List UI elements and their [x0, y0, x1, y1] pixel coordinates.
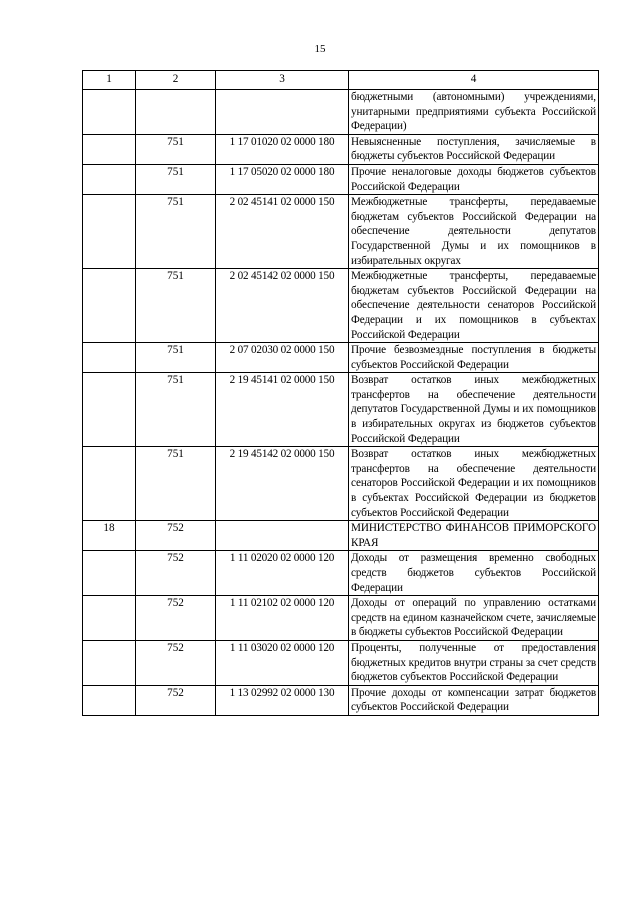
- row-number-cell: [83, 373, 136, 447]
- table-row: [83, 195, 599, 269]
- column-header-4: 4: [349, 71, 599, 90]
- row-number-cell: [83, 551, 136, 596]
- budget-classification-code-cell: 1 13 02992 02 0000 130: [216, 685, 349, 715]
- administrator-code-cell: 751: [136, 195, 216, 269]
- table-row: [83, 447, 599, 521]
- table-row: [83, 373, 599, 447]
- administrator-code-cell: 752: [136, 551, 216, 596]
- row-number-cell: [83, 134, 136, 164]
- revenue-description-cell: Прочие доходы от компенсации затрат бюджетов субъектов Российской Федерации: [349, 685, 599, 715]
- budget-classification-code-cell: 2 07 02030 02 0000 150: [216, 343, 349, 373]
- budget-classification-code-cell: 1 11 02020 02 0000 120: [216, 551, 349, 596]
- row-number-cell: [83, 596, 136, 641]
- table-row: [83, 640, 599, 685]
- table-header-row: [83, 71, 599, 90]
- table-row: [83, 90, 599, 135]
- row-number-cell: [83, 447, 136, 521]
- table-row: [83, 685, 599, 715]
- revenue-description-cell: Прочие безвозмездные поступления в бюджеты субъектов Российской Федерации: [349, 343, 599, 373]
- budget-classification-code-cell: 1 11 03020 02 0000 120: [216, 640, 349, 685]
- budget-classification-code-cell: 2 02 45141 02 0000 150: [216, 195, 349, 269]
- budget-classification-code-cell: 1 17 05020 02 0000 180: [216, 164, 349, 194]
- revenue-description-cell: Доходы от операций по управлению остатками средств на едином казначейском счете, зачисляемые в бюджеты субъектов Российской Федерации: [349, 596, 599, 641]
- table-row: [83, 343, 599, 373]
- administrator-code-cell: 752: [136, 685, 216, 715]
- administrator-code-cell: 751: [136, 343, 216, 373]
- revenue-description-cell: Прочие неналоговые доходы бюджетов субъектов Российской Федерации: [349, 164, 599, 194]
- table-row: [83, 596, 599, 641]
- table-row: [83, 551, 599, 596]
- budget-classification-code-cell: 1 11 02102 02 0000 120: [216, 596, 349, 641]
- row-number-cell: [83, 343, 136, 373]
- budget-classification-code-cell: [216, 521, 349, 551]
- row-number-cell: [83, 90, 136, 135]
- revenue-description-cell: Межбюджетные трансферты, передаваемые бюджетам субъектов Российской Федерации на обеспечение деятельности депутатов Государственной Думы и их помощников в избирательных округах: [349, 195, 599, 269]
- administrator-code-cell: 752: [136, 521, 216, 551]
- administrator-code-cell: 752: [136, 596, 216, 641]
- budget-classification-code-cell: 2 19 45141 02 0000 150: [216, 373, 349, 447]
- revenue-description-cell: Доходы от размещения временно свободных средств бюджетов субъектов Российской Федерации: [349, 551, 599, 596]
- table-row: [83, 164, 599, 194]
- row-number-cell: 18: [83, 521, 136, 551]
- budget-classification-code-cell: 2 19 45142 02 0000 150: [216, 447, 349, 521]
- budget-classification-code-cell: 2 02 45142 02 0000 150: [216, 269, 349, 343]
- table-row: [83, 134, 599, 164]
- administrator-code-cell: 751: [136, 164, 216, 194]
- administrator-code-cell: 752: [136, 640, 216, 685]
- row-number-cell: [83, 164, 136, 194]
- revenue-description-cell: Возврат остатков иных межбюджетных трансфертов на обеспечение деятельности депутатов Государственной Думы и их помощников в избирательных округах из бюджетов субъектов Российской Федерации: [349, 373, 599, 447]
- budget-classification-code-cell: 1 17 01020 02 0000 180: [216, 134, 349, 164]
- page-number: 15: [314, 43, 326, 55]
- revenue-codes-table: [82, 70, 599, 716]
- revenue-description-cell: Проценты, полученные от предоставления бюджетных кредитов внутри страны за счет средств бюджетов субъектов Российской Федерации: [349, 640, 599, 685]
- table-row: [83, 521, 599, 551]
- revenue-description-cell: Межбюджетные трансферты, передаваемые бюджетам субъектов Российской Федерации на обеспечение деятельности сенаторов Российской Федерации и их помощников в субъектах Российской Федерации: [349, 269, 599, 343]
- column-header-3: 3: [216, 71, 349, 90]
- administrator-code-cell: 751: [136, 269, 216, 343]
- row-number-cell: [83, 640, 136, 685]
- administrator-code-cell: 751: [136, 373, 216, 447]
- column-header-2: 2: [136, 71, 216, 90]
- revenue-description-cell: МИНИСТЕРСТВО ФИНАНСОВ ПРИМОРСКОГО КРАЯ: [349, 521, 599, 551]
- row-number-cell: [83, 685, 136, 715]
- administrator-code-cell: 751: [136, 134, 216, 164]
- column-header-1: 1: [83, 71, 136, 90]
- revenue-description-cell: бюджетными (автономными) учреждениями, унитарными предприятиями субъекта Российской Федерации): [349, 90, 599, 135]
- administrator-code-cell: [136, 90, 216, 135]
- budget-classification-code-cell: [216, 90, 349, 135]
- row-number-cell: [83, 195, 136, 269]
- revenue-description-cell: Невыясненные поступления, зачисляемые в бюджеты субъектов Российской Федерации: [349, 134, 599, 164]
- administrator-code-cell: 751: [136, 447, 216, 521]
- revenue-description-cell: Возврат остатков иных межбюджетных трансфертов на обеспечение деятельности сенаторов Российской Федерации и их помощников в субъектах Российской Федерации из бюджетов субъектов Российской Федерации: [349, 447, 599, 521]
- row-number-cell: [83, 269, 136, 343]
- table-row: [83, 269, 599, 343]
